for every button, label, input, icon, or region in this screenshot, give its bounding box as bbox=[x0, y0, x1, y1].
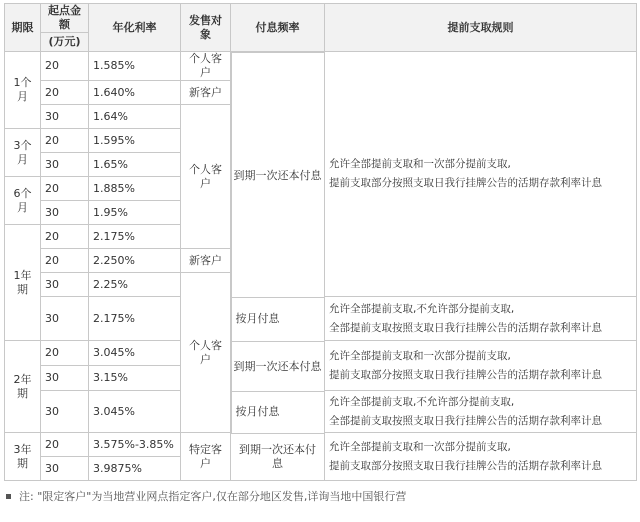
rate-cell: 1.95% bbox=[89, 201, 181, 225]
rule-line: 提前支取部分按照支取日我行挂牌公告的活期存款利率计息 bbox=[329, 177, 602, 189]
amount-cell: 20 bbox=[41, 433, 89, 457]
rule-line: 允许全部提前支取和一次部分提前支取, bbox=[329, 349, 511, 362]
target-cell: 新客户 bbox=[181, 81, 231, 105]
amount-cell: 20 bbox=[41, 341, 89, 366]
rate-cell: 3.9875% bbox=[89, 457, 181, 481]
rate-cell: 1.885% bbox=[89, 177, 181, 201]
frequency-cell: 按月付息 bbox=[231, 297, 325, 342]
footnote-text: 注: "限定客户"为当地营业网点指定客户,仅在部分地区发售,详询当地中国银行营 bbox=[19, 490, 407, 503]
rule-line: 允许全部提前支取,不允许部分提前支取, bbox=[329, 395, 515, 408]
header-target: 发售对象 bbox=[181, 4, 231, 52]
rule-cell bbox=[325, 433, 637, 481]
rule-line: 允许全部提前支取,不允许部分提前支取, bbox=[329, 302, 515, 315]
rate-cell: 3.575%-3.85% bbox=[89, 433, 181, 457]
amount-cell: 30 bbox=[41, 273, 89, 297]
period-cell: 6个月 bbox=[5, 177, 41, 225]
period-cell: 1年期 bbox=[5, 225, 41, 341]
header-rate: 年化利率 bbox=[89, 4, 181, 52]
header-min-amount-unit: (万元) bbox=[41, 33, 89, 52]
rate-cell: 2.175% bbox=[89, 225, 181, 249]
amount-cell: 30 bbox=[41, 391, 89, 433]
period-cell: 2年期 bbox=[5, 341, 41, 433]
rate-cell: 1.65% bbox=[89, 153, 181, 177]
rule-line: 允许全部提前支取和一次部分提前支取, bbox=[329, 440, 511, 453]
rate-cell: 3.045% bbox=[89, 341, 181, 366]
bullet-square-icon bbox=[6, 494, 11, 499]
period-cell: 3个月 bbox=[5, 129, 41, 177]
target-cell: 个人客户 bbox=[181, 105, 231, 249]
rate-cell: 1.64% bbox=[89, 105, 181, 129]
rate-cell: 1.640% bbox=[89, 81, 181, 105]
rate-cell: 1.585% bbox=[89, 52, 181, 81]
frequency-cell: 到期一次还本付息 bbox=[231, 52, 325, 298]
rate-cell: 2.25% bbox=[89, 273, 181, 297]
header-early-withdrawal: 提前支取规则 bbox=[325, 4, 637, 52]
frequency-cell: 按月付息 bbox=[231, 391, 325, 434]
amount-cell: 30 bbox=[41, 366, 89, 391]
header-min-amount: 起点金额 bbox=[41, 4, 89, 33]
period-cell: 3年期 bbox=[5, 433, 41, 481]
rule-line: 提前支取部分按照支取日我行挂牌公告的活期存款利率计息 bbox=[329, 459, 602, 472]
amount-cell: 30 bbox=[41, 153, 89, 177]
target-cell: 特定客户 bbox=[181, 433, 231, 481]
rule-cell bbox=[325, 52, 637, 297]
amount-cell: 20 bbox=[41, 129, 89, 153]
target-cell: 个人客户 bbox=[181, 273, 231, 433]
rule-line: 全部提前支取按照支取日我行挂牌公告的活期存款利率计息 bbox=[329, 321, 602, 334]
footnote bbox=[4, 488, 406, 504]
amount-cell: 20 bbox=[41, 249, 89, 273]
rate-cell: 3.045% bbox=[89, 391, 181, 433]
header-period: 期限 bbox=[5, 4, 41, 52]
rule-cell bbox=[325, 297, 637, 341]
rule-line: 允许全部提前支取和一次部分提前支取, bbox=[329, 158, 511, 170]
rate-cell: 2.250% bbox=[89, 249, 181, 273]
amount-cell: 30 bbox=[41, 105, 89, 129]
rule-line: 提前支取部分按照支取日我行挂牌公告的活期存款利率计息 bbox=[329, 368, 602, 381]
rate-cell: 2.175% bbox=[89, 297, 181, 341]
frequency-cell: 到期一次还本付息 bbox=[231, 341, 325, 392]
rule-line: 全部提前支取按照支取日我行挂牌公告的活期存款利率计息 bbox=[329, 414, 602, 427]
target-cell: 个人客户 bbox=[181, 52, 231, 81]
amount-cell: 20 bbox=[41, 225, 89, 249]
amount-cell: 20 bbox=[41, 81, 89, 105]
rule-cell bbox=[325, 341, 637, 391]
amount-cell: 20 bbox=[41, 177, 89, 201]
rate-cell: 3.15% bbox=[89, 366, 181, 391]
period-cell: 1个月 bbox=[5, 52, 41, 129]
rate-cell: 1.595% bbox=[89, 129, 181, 153]
amount-cell: 30 bbox=[41, 201, 89, 225]
amount-cell: 20 bbox=[41, 52, 89, 81]
rule-cell bbox=[325, 391, 637, 433]
amount-cell: 30 bbox=[41, 297, 89, 341]
amount-cell: 30 bbox=[41, 457, 89, 481]
table-row bbox=[5, 433, 637, 457]
header-interest-frequency: 付息频率 bbox=[231, 4, 325, 52]
target-cell: 新客户 bbox=[181, 249, 231, 273]
frequency-cell: 到期一次还本付息 bbox=[231, 433, 325, 481]
